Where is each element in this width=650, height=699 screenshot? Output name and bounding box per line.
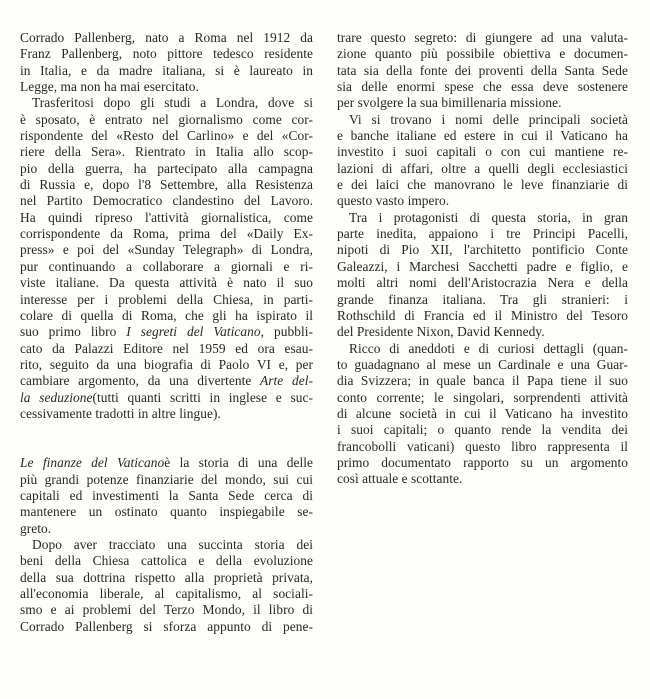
section-gap (20, 422, 313, 455)
text-line: primo documentato rapporto su un argomento (337, 454, 628, 470)
text-line: Trasferitosi dopo gli studi a Londra, dove si (32, 95, 313, 111)
text-line: investito i suoi capitali o con cui mantiene re- (337, 144, 628, 160)
paragraph-penetrate (337, 30, 628, 112)
text-line: Corrado Pallenberg, nato a Roma nel 1912 da (20, 30, 313, 45)
text-line: pio della guerra, ha partecipato alla campagna (20, 160, 313, 176)
text-line: così attuale e scottante. (337, 471, 463, 487)
text-line: della sua dottrina rispetto alla proprietà privata, (20, 569, 313, 585)
text-line: parte inedita, appaiono i tre Principi Pacelli, (337, 226, 628, 242)
book-title: Arte del- (260, 373, 313, 389)
text-line: dia Svizzera; in quale banca il Papa tiene il suo (337, 373, 628, 389)
text-line: Galeazzi, i Marchesi Sacchetti padre e figlio, e (337, 258, 628, 274)
text-line: grande finanza italiana. Tra gli stranieri: i (337, 291, 628, 307)
text-line: è sposato, è entrato nel giornalismo come cor- (20, 111, 313, 127)
text-line: conto corrente; le singolari, sorprendenti attività (337, 389, 628, 405)
text-line: del Presidente Nixon, David Kennedy. (337, 324, 545, 340)
right-column (337, 30, 628, 488)
paragraph-companies (337, 112, 628, 210)
text-line: nipoti di Pio XII, l'architetto pontificio Conte (337, 242, 628, 258)
text-line: i suoi capitali; o quanto rende la vendita dei (337, 422, 628, 438)
text-line: e banche italiane ed estere in cui il Vaticano ha (337, 128, 628, 144)
text-line: suo primo libro I segreti del Vaticano, pubbli- (20, 324, 313, 340)
book-intro-paragraph (20, 455, 313, 537)
summary-paragraph (20, 537, 313, 635)
left-column (20, 30, 313, 635)
text-line: di Russia e, dopo l'8 Settembre, alla Resistenza (20, 177, 313, 193)
text-line: tata sia della fonte dei proventi della Santa Sede (337, 62, 628, 78)
book-title: la seduzione (20, 389, 93, 405)
text-line: rispondente del «Resto del Carlino» e del «Cor- (20, 128, 313, 144)
text-line: Ricco di aneddoti e di curiosi dettagli (quan- (349, 340, 628, 356)
text-line: sia delle enormi spese che essa deve sostenere (337, 79, 628, 95)
paragraph-protagonists (337, 210, 628, 341)
text-line: mantenere un ostinato quanto inspiegabile se- (20, 504, 313, 520)
text-line: trare questo segreto: di giungere ad una valuta- (337, 30, 628, 45)
text-line: cato da Palazzi Editore nel 1959 ed ora esau- (20, 340, 313, 356)
text-line: zione quanto più possibile obiettiva e documen- (337, 46, 628, 62)
text-line: Rothschild di Francia ed il Ministro del Tesoro (337, 307, 628, 323)
bio-paragraph-2 (20, 95, 313, 422)
text-line: Vi si trovano i nomi delle principali società (349, 111, 628, 127)
text-line: to guadagnano al mese un Cardinale e una Guar- (337, 356, 628, 372)
text-line: pur continuando a collaborare a giornali e ri- (20, 258, 313, 274)
text-line: rito, seguito da una biografia di Paolo VI e, per (20, 356, 313, 372)
text-line: Dopo aver tracciato una succinta storia dei (32, 536, 313, 552)
text-line: questo vasto impero. (337, 193, 450, 209)
text-line: molti altri nomi dell'Aristocrazia Nera e della (337, 275, 628, 291)
text-line: più grandi potenze finanziarie del mondo, sui cui (20, 471, 313, 487)
text-line: Franz Pallenberg, noto pittore tedesco residente (20, 46, 313, 62)
text-line: viste italiane. Da questa attività è nato il suo (20, 275, 313, 291)
book-title: Le finanze del Vaticano (20, 455, 165, 471)
text-line: di alcune società in cui il Vaticano ha investito (337, 405, 628, 421)
text-line: Ha quindi ripreso l'attività giornalistica, come (20, 209, 313, 225)
text-line: lazioni di affari, oltre a quelli degli ecclesiastici (337, 160, 628, 176)
book-title: I segreti del Vaticano (126, 324, 261, 340)
text-line: Le finanze del Vaticanoè la storia di una delle (20, 455, 313, 471)
text-line: Tra i protagonisti di questa storia, in gran (349, 209, 628, 225)
text-line: in Italia, e da madre italiana, si è laureato in (20, 62, 313, 78)
text-line: colare di quella di Roma, che gli ha ispirato il (20, 307, 313, 323)
text-line: greto. (20, 520, 52, 536)
text-line: smo e ai problemi del Terzo Mondo, il libro di (20, 602, 313, 618)
text-line: e dei laici che manovrano le leve finanziarie di (337, 177, 628, 193)
text-line: beni della Chiesa cattolica e della evoluzione (20, 553, 313, 569)
text-line: press» e poi del «Sunday Telegraph» di Londra, (20, 242, 313, 258)
text-line: Legge, ma non ha mai esercitato. (20, 79, 199, 95)
text-line: cessivamente tradotti in altre lingue). (20, 405, 221, 421)
text-line: corrispondente da Roma, prima del «Daily Ex- (20, 226, 313, 242)
text-line: riere della Sera». Rientrato in Italia allo scop- (20, 144, 313, 160)
text-line: all'economia liberale, al capitalismo, al sociali- (20, 586, 313, 601)
text-line: Corrado Pallenberg si sforza appunto di pene- (20, 618, 313, 634)
text-line: interesse per i problemi della Chiesa, in parti- (20, 291, 313, 307)
bio-paragraph-1 (20, 30, 313, 95)
text-line: per svolgere la sua bimillenaria missione. (337, 95, 562, 111)
text-line: cambiare argomento, da una divertente Arte del- (20, 373, 313, 389)
text-line: capitali ed investimenti la Santa Sede cerca di (20, 487, 313, 503)
paragraph-anecdotes (337, 341, 628, 488)
text-line: la seduzione(tutti quanti scritti in inglese e suc- (20, 389, 313, 405)
text-line: nel Partito Democratico clandestino del Lavoro. (20, 193, 313, 209)
text-line: francobolli vaticani) questo libro rappresenta il (337, 438, 628, 454)
